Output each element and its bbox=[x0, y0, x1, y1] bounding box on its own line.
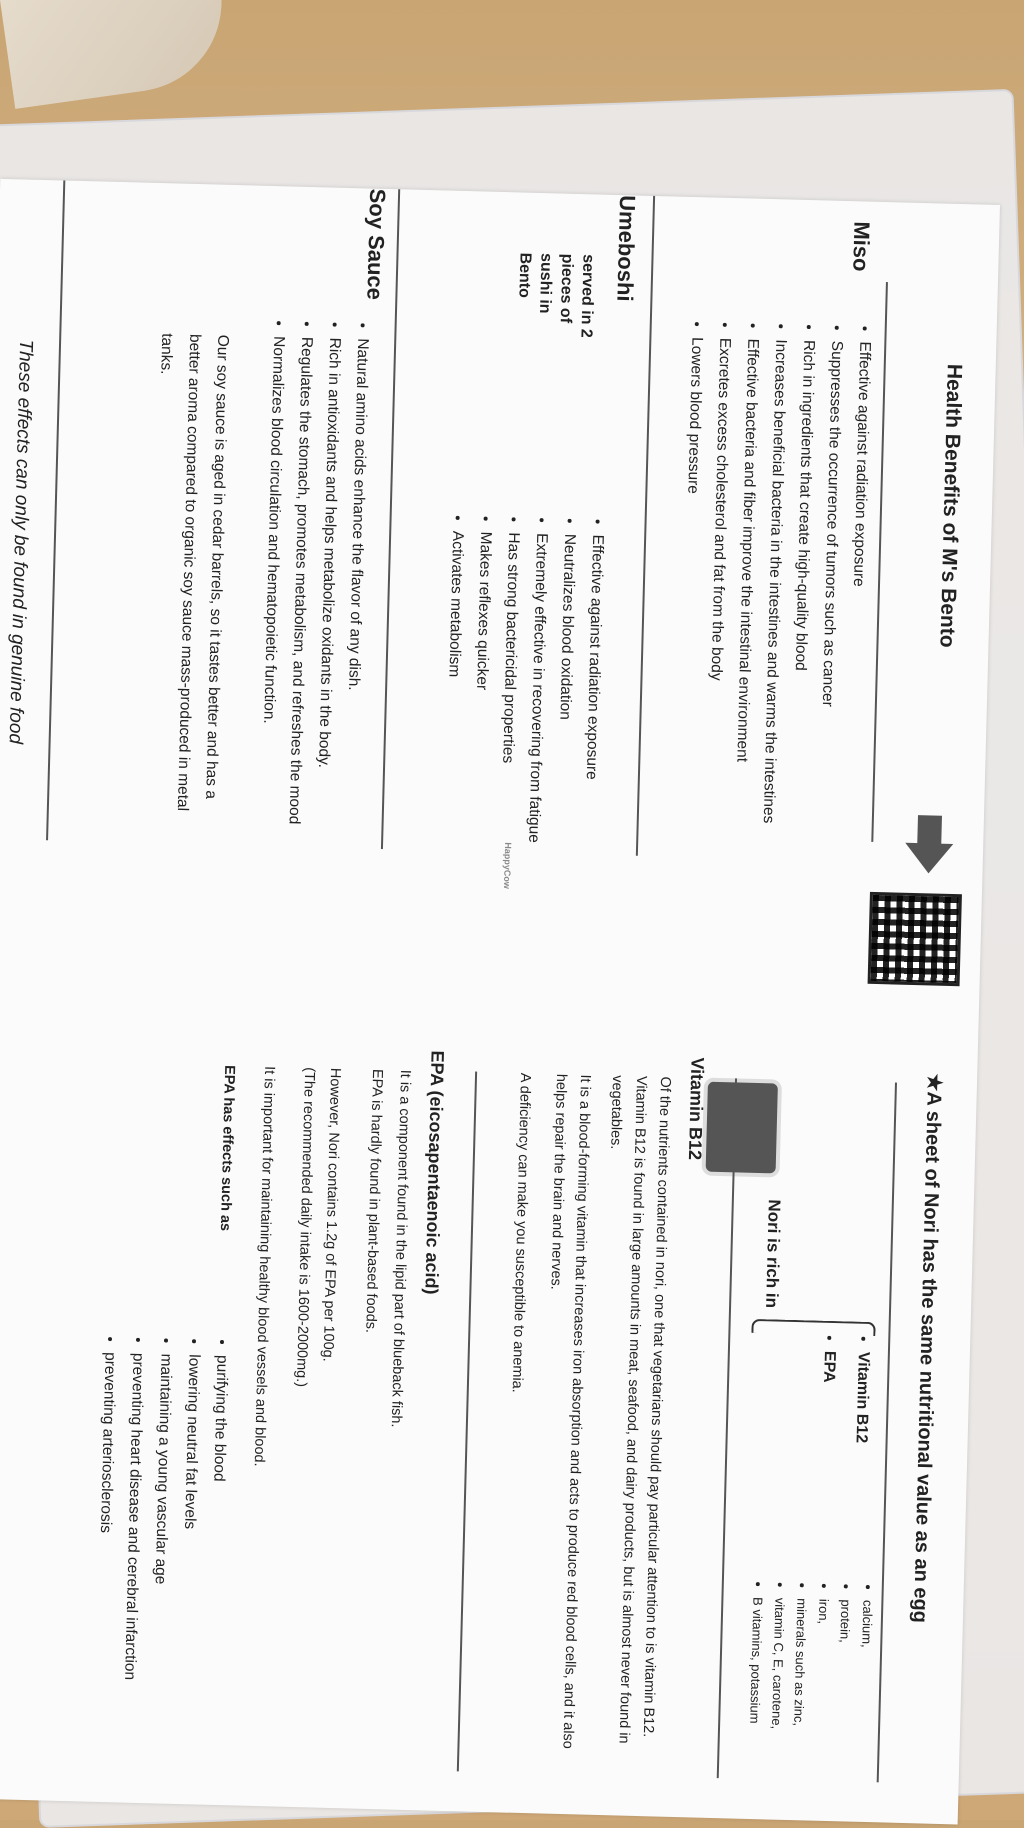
miso-label: Miso bbox=[848, 221, 875, 272]
epa-effects-list bbox=[85, 1332, 236, 1776]
menu-sheet bbox=[0, 179, 1000, 1825]
list-item: • Activates metabolism bbox=[435, 531, 471, 841]
soy-note: Our soy sauce is aged in cedar barrels, so it tastes better and has a better aroma compared to organic soy sauce mass-produced in metal tanks. bbox=[157, 333, 232, 812]
epa-effects-label: EPA has effects such as bbox=[216, 1064, 238, 1232]
epa-paragraph: It is important for maintaining healthy blood vessels and blood. bbox=[250, 1065, 278, 1467]
list-item: • calcium, bbox=[853, 1600, 878, 1732]
b12-paragraph: Of the nutrients contained in nori, one that vegetarians should pay particular attention to is vitamin B12. Vitamin B12 is found in large amounts in meat, seafood, and dairy products, but is almost never found in vegetables. bbox=[607, 1075, 674, 1744]
nori-rich-label: Nori is rich in bbox=[762, 1199, 784, 1309]
list-item: • minerals such as zinc, bbox=[787, 1598, 812, 1730]
divider bbox=[636, 196, 655, 856]
list-item: • Normalizes blood circulation and hematopoietic function. bbox=[250, 336, 292, 877]
list-item: • iron, bbox=[809, 1599, 834, 1731]
tissue-corner bbox=[0, 0, 233, 109]
list-item: • Neutralizes blood oxidation bbox=[547, 533, 583, 843]
umeboshi-label: Umeboshi bbox=[612, 194, 641, 302]
list-item: • Rich in antioxidants and helps metabolize oxidants in the body. bbox=[306, 337, 348, 878]
list-item: • Effective bacteria and fiber improve the intestinal environment bbox=[726, 338, 767, 823]
list-item: • Rich in ingredients that create high-quality blood bbox=[782, 340, 823, 825]
divider bbox=[46, 180, 65, 840]
list-item: • Suppresses the occurrence of tumors such as cancer bbox=[810, 340, 851, 825]
footer-note: These effects can only be found in genuine food bbox=[4, 339, 37, 745]
list-item: • lowering neutral fat levels bbox=[169, 1354, 208, 1775]
list-item: • Increases beneficial bacteria in the intestines and warms the intestines bbox=[754, 339, 795, 824]
list-item: • vitamin C, E, carotene, bbox=[765, 1597, 790, 1729]
divider bbox=[717, 1078, 737, 1778]
umeboshi-list bbox=[435, 511, 612, 845]
soy-label: Soy Sauce bbox=[362, 188, 391, 301]
divider bbox=[457, 1072, 477, 1772]
nori-main-list bbox=[810, 1330, 881, 1443]
soy-list bbox=[250, 316, 377, 879]
list-item: • Vitamin B12 bbox=[844, 1351, 880, 1443]
list-item: • B vitamins, potassium bbox=[743, 1597, 768, 1729]
miso-list bbox=[670, 317, 879, 826]
list-item: • Extremely effective in recovering from fatigue bbox=[519, 533, 555, 843]
nori-title: ★A sheet of Nori has the same nutritional value as an egg bbox=[908, 1073, 946, 1624]
nori-other-list bbox=[743, 1579, 879, 1732]
page-title: Health Benefits of M's Bento bbox=[935, 363, 966, 648]
qr-code-icon[interactable] bbox=[868, 892, 962, 986]
list-item: • Lowers blood pressure bbox=[670, 337, 711, 822]
epa-heading: EPA (eicosapentaenoic acid) bbox=[421, 1050, 448, 1295]
epa-paragraph: (The recommended daily intake is 1600-2000mg.) bbox=[292, 1067, 318, 1388]
list-item: • Makes reflexes quicker bbox=[463, 531, 499, 841]
umeboshi-sub-label: served in 2 pieces of sushi in Bento bbox=[515, 252, 597, 339]
list-item: • protein, bbox=[831, 1599, 856, 1731]
epa-paragraph: However, Nori contains 1.2g of EPA per 100g. bbox=[319, 1067, 344, 1362]
epa-paragraph: EPA is hardly found in plant-based foods. bbox=[362, 1068, 386, 1334]
b12-paragraph: It is a blood-forming vitamin that increases iron absorption and acts to produce red blood cells, and it also helps repair the brain and nerves. bbox=[547, 1073, 594, 1750]
watermark: HappyCow bbox=[501, 842, 514, 889]
list-item: • Excretes excess cholesterol and fat from the body bbox=[698, 337, 739, 822]
arrow-right-icon bbox=[904, 843, 953, 874]
list-item: • maintaining a young vascular age bbox=[141, 1353, 180, 1774]
epa-paragraph: It is a component found in the lipid part of blueback fish. bbox=[387, 1069, 414, 1428]
list-item: • Effective against radiation exposure bbox=[838, 341, 879, 826]
list-item: • Has strong bactericidal properties bbox=[491, 532, 527, 842]
list-item: • Natural amino acids enhance the flavor of any dish. bbox=[334, 338, 376, 879]
list-item: • EPA bbox=[810, 1350, 846, 1442]
list-item: • Effective against radiation exposure bbox=[575, 534, 611, 844]
nori-image bbox=[701, 1078, 782, 1178]
list-item: • preventing heart disease and cerebral infarction bbox=[113, 1352, 152, 1773]
list-item: • purifying the blood bbox=[197, 1355, 236, 1776]
divider bbox=[877, 1083, 897, 1783]
list-item: • Regulates the stomach, promotes metabolism, and refreshes the mood bbox=[278, 337, 320, 878]
list-item: • preventing arteriosclerosis bbox=[85, 1352, 124, 1773]
arrow-shaft bbox=[917, 815, 942, 846]
b12-paragraph: A deficiency can make you susceptible to anemia. bbox=[508, 1072, 534, 1393]
b12-heading: Vitamin B12 bbox=[684, 1057, 708, 1161]
